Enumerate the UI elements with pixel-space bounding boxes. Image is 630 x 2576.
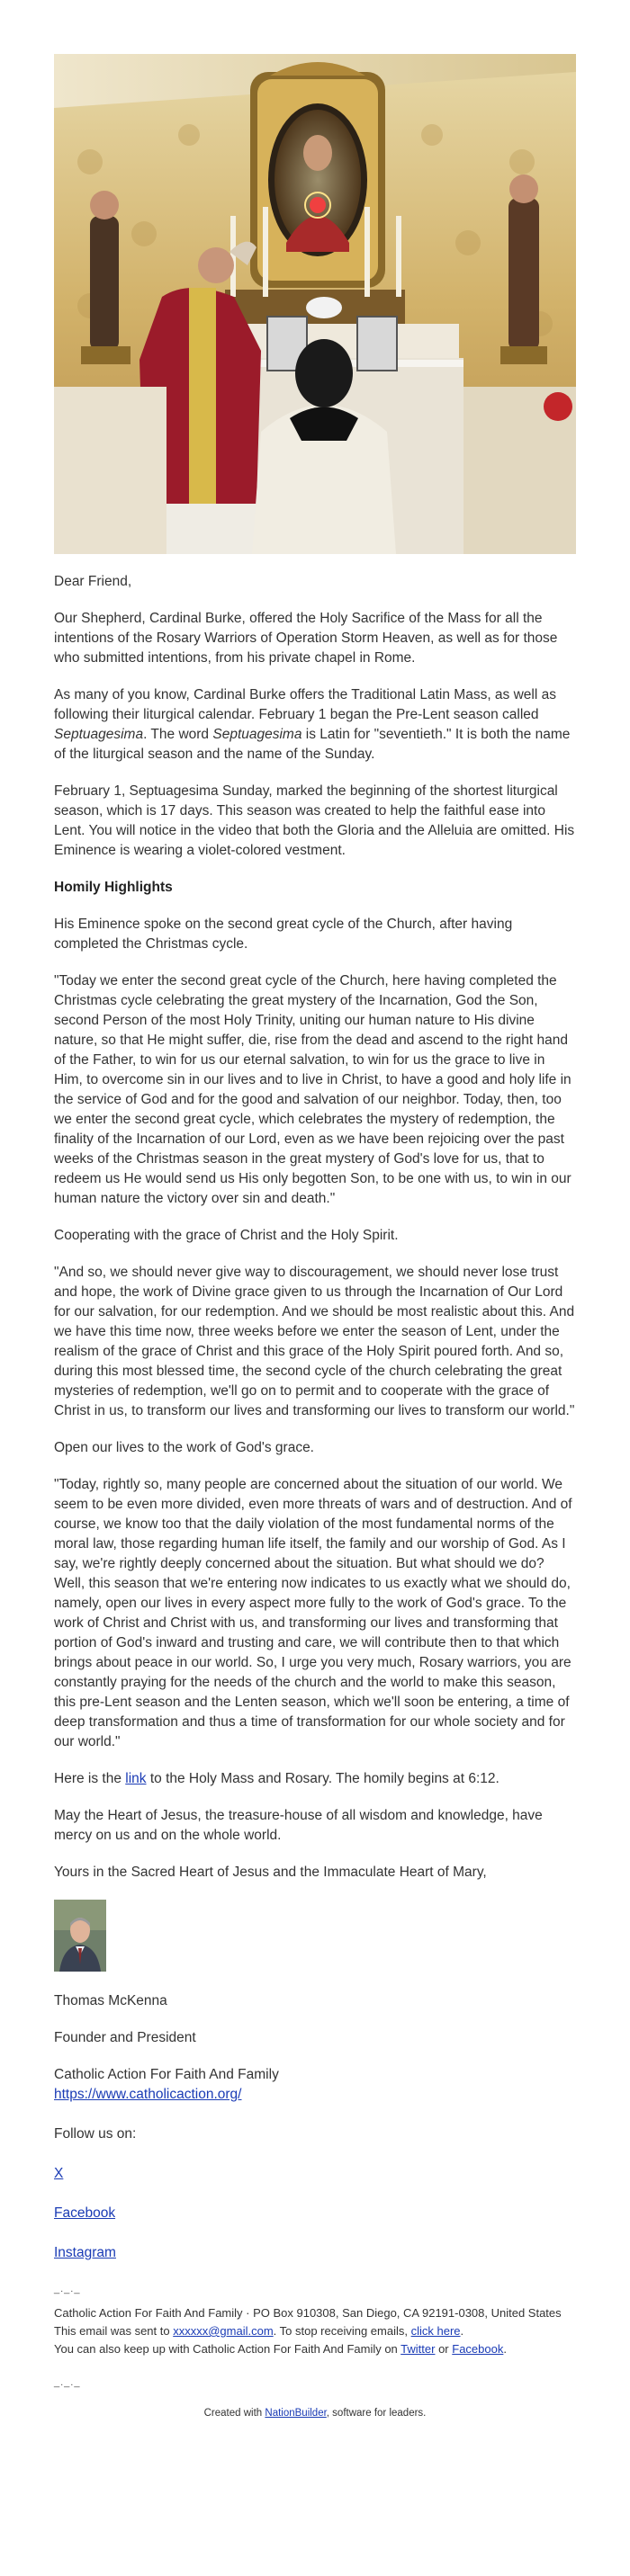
homily-intro: His Eminence spoke on the second great cycle of the Church, after having completed the Christmas cycle. [54,917,513,952]
homily-quote-3: "Today, rightly so, many people are concerned about the situation of our world. We seem to be even more divided, even more threats of wars and of destruction. And of course, we know too that the daily violation of the most fundamental norms of the moral law, those regarding human life itself, the family and our worship of God. As I say, we're rightly deeply concerned about the situation. But what should we do? Well, this season that we're entering now indicates to us exactly what we should do, namely, open our lives in every aspect more fully to the work of God's grace. To the work of Christ and Christ with us, and transforming our lives and transforming that portion of God's inward and trusting and care, we will contribute then to that which brings about peace in our world. So, I urge you very much, Rosary warriors, you are constantly praying for the needs of the church and the world to make this season, this pre-Lent season and the Lenten season, which we'll soon be entering, a time of deep transformation and thus a time of transformation for our whole society and for our world." [54,1477,572,1749]
emphasis-septuagesima: Septuagesima [212,727,302,742]
created-with-line [54,2403,576,2441]
footer-facebook-link[interactable]: Facebook [452,2342,504,2356]
signature-name: Thomas McKenna [54,1993,167,2008]
mass-video-link[interactable]: link [125,1771,147,1786]
email-body [54,554,576,2441]
instagram-link[interactable]: Instagram [54,2245,116,2260]
text: , software for leaders. [326,2408,427,2419]
subheading-open-lives: Open our lives to the work of God's grace. [54,1440,314,1455]
section-heading: Homily Highlights [54,880,173,895]
text: to the Holy Mass and Rosary. The homily begins at 6:12. [146,1771,500,1786]
text: is Latin for "seventieth." It is both the name of the liturgical season and the name of the Sunday. [54,727,571,762]
video-link-paragraph [54,1769,576,1789]
social-section [54,2124,576,2263]
sent-to-line [54,2322,576,2340]
signature-org: Catholic Action For Faith And Family [54,2067,279,2082]
text: You can also keep up with Catholic Action For Faith And Family on [54,2342,401,2356]
septuagesima-paragraph [54,685,576,765]
text: Created with [203,2408,266,2419]
follow-us-label: Follow us on: [54,2126,137,2142]
greeting: Dear Friend, [54,574,132,589]
text: . The word [143,727,213,742]
signature-org-block [54,2065,576,2105]
text: As many of you know, Cardinal Burke offers the Traditional Latin Mass, as well as following their liturgical calendar. February 1 began the Pre-Lent season called [54,687,556,722]
nationbuilder-link[interactable]: NationBuilder [265,2408,327,2419]
chapel-mass-illustration [54,54,576,554]
unsubscribe-link[interactable]: click here [410,2324,461,2338]
text: . [503,2342,507,2356]
text: or [435,2342,453,2356]
keep-up-line [54,2340,576,2358]
intro-paragraph: Our Shepherd, Cardinal Burke, offered the Holy Sacrifice of the Mass for all the intentions of the Rosary Warriors of Operation Storm Heaven, as well as for those who submitted intentions, from his private chapel in Rome. [54,611,558,666]
blessing-paragraph: May the Heart of Jesus, the treasure-house of all wisdom and knowledge, have mercy on us and on the whole world. [54,1808,543,1843]
recipient-email-link[interactable]: xxxxxx@gmail.com [173,2324,274,2338]
email-container [54,0,576,2441]
text: . To stop receiving emails, [273,2324,411,2338]
website-link[interactable]: https://www.catholicaction.org/ [54,2087,242,2102]
signature-title: Founder and President [54,2030,196,2045]
hero-image [54,54,576,554]
text: . [460,2324,464,2338]
portrait-thomas-mckenna [54,1900,106,1972]
text: Here is the [54,1771,126,1786]
closing-line: Yours in the Sacred Heart of Jesus and the Immaculate Heart of Mary, [54,1865,487,1880]
footer-divider-bottom: _._._ [54,2377,81,2388]
emphasis-septuagesima: Septuagesima [54,727,144,742]
x-link[interactable]: X [54,2166,64,2181]
twitter-link[interactable]: Twitter [400,2342,436,2356]
season-paragraph: February 1, Septuagesima Sunday, marked the beginning of the shortest liturgical season, which is 17 days. This season was created to help the faithful ease into Lent. You will notice in the video that both the Gloria and the Alleluia are omitted. His Eminence is wearing a violet-colored vestment. [54,783,575,858]
signature-photo [54,1900,106,1972]
homily-quote-1: "Today we enter the second great cycle of the Church, here having completed the Christmas cycle celebrating the great mystery of the Incarnation, God the Son, second Person of the most Holy Trinity, uniting our human nature to His divine nature, so that He might suffer, die, rise from the dead and ascend to the right hand of the Father, to win for us our eternal salvation, to win for us the grace to live in Him, to overcome sin in our lives and to live in Christ, to have a good and holy life in the service of God and for the good and salvation of our neighbor. Today, then, too we enter the second great cycle, which celebrates the mystery of redemption, the finality of the Incarnation of our Lord, even as we have been rejoicing over the past weeks of the Christmas season in the great mystery of God's love for us, that to redeem us He would send us His only begotten Son, to be one with us, to win in our human nature the victory over sin and death." [54,973,572,1206]
postal-address: Catholic Action For Faith And Family · PO Box 910308, San Diego, CA 92191-0308, United States [54,2306,562,2320]
text: This email was sent to [54,2324,174,2338]
email-footer [54,2304,576,2358]
facebook-link[interactable]: Facebook [54,2205,116,2221]
subheading-cooperating: Cooperating with the grace of Christ and the Holy Spirit. [54,1228,399,1243]
homily-quote-2: "And so, we should never give way to discouragement, we should never lose trust and hope, the work of Divine grace given to us through the Incarnation of Our Lord for our salvation, for our redemption. And we should be most realistic about this. And we have this time now, three weeks before we enter the season of Lent, under the realism of the grace of Christ and this grace of the Holy Spirit poured forth. And so, during this most blessed time, the second cycle of the church celebrating the great mysteries of redemption, we'll go on to permit and to cooperate with the grace of Christ in us, to transform our lives and transforming our lives to transform our world." [54,1265,575,1418]
footer-divider-top: _._._ [54,2284,81,2294]
